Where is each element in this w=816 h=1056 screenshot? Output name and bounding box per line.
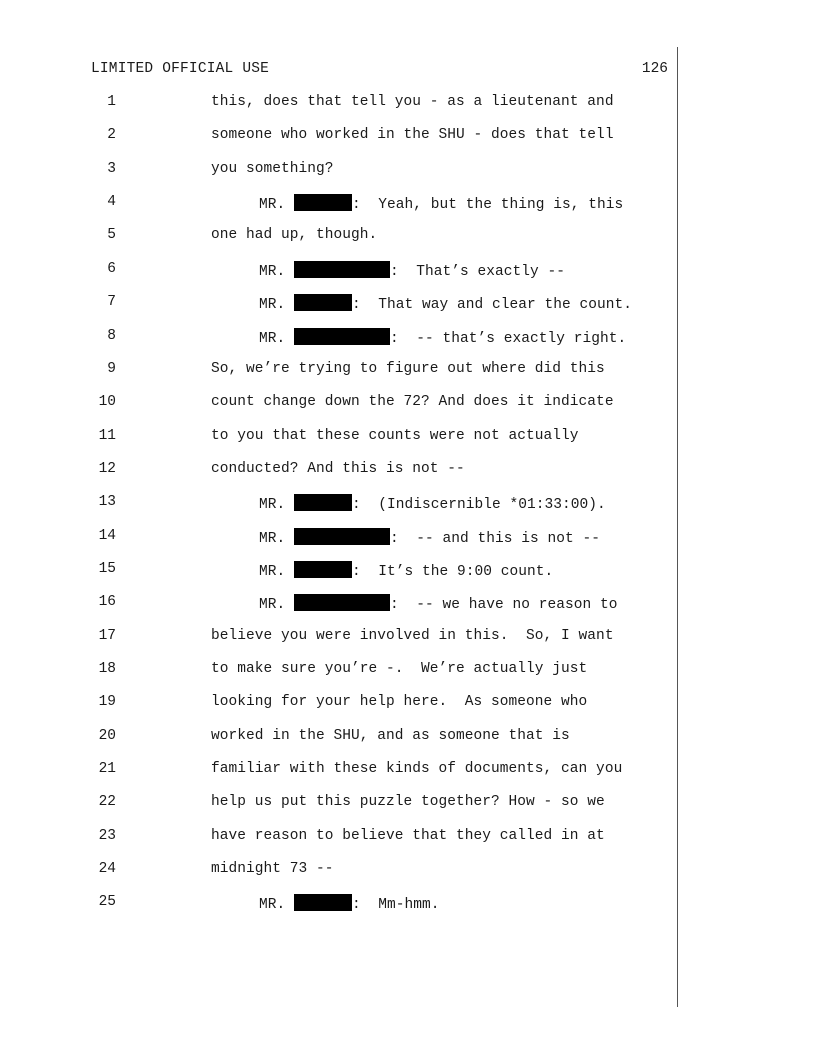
- line-text: midnight 73 --: [211, 861, 334, 878]
- speaker-label: MR.: [259, 197, 295, 214]
- speaker-label: MR.: [259, 330, 295, 347]
- classification-header: LIMITED OFFICIAL USE: [91, 61, 270, 77]
- line-number: 22: [98, 794, 116, 811]
- line-text: to make sure you’re -. We’re actually just: [211, 661, 588, 677]
- line-number: 4: [107, 194, 116, 211]
- line-number: 15: [98, 560, 116, 577]
- transcript-line: [0, 458, 816, 482]
- transcript-line: [0, 224, 816, 248]
- line-number: 20: [98, 727, 116, 744]
- transcript-line: [0, 891, 816, 915]
- line-number: 13: [98, 494, 116, 511]
- page-number: 126: [641, 61, 668, 77]
- speaker-line: [259, 494, 606, 513]
- redaction-bar: [294, 594, 390, 611]
- transcript-line: [0, 158, 816, 182]
- transcript-line: [0, 758, 816, 782]
- speaker-label: MR.: [259, 263, 295, 280]
- transcript-line: [0, 825, 816, 849]
- speech-text: : Yeah, but the thing is, this: [352, 197, 624, 214]
- redaction-bar: [294, 494, 352, 511]
- line-number: 24: [98, 861, 116, 878]
- line-number: 9: [107, 360, 116, 377]
- speaker-line: [259, 894, 440, 913]
- redaction-bar: [294, 894, 352, 911]
- line-text: worked in the SHU, and as someone that is: [211, 727, 570, 744]
- speaker-line: [259, 261, 565, 280]
- line-text: someone who worked in the SHU - does that tell: [211, 127, 614, 144]
- line-number: 12: [98, 460, 116, 477]
- transcript-line: [0, 591, 816, 615]
- line-number: 19: [98, 694, 116, 711]
- speech-text: : -- that’s exactly right.: [390, 330, 627, 347]
- line-number: 8: [107, 327, 116, 344]
- line-text: have reason to believe that they called in at: [211, 827, 605, 844]
- line-number: 16: [98, 594, 116, 611]
- line-text: one had up, though.: [211, 227, 378, 244]
- transcript-line: [0, 791, 816, 815]
- line-text: count change down the 72? And does it indicate: [211, 394, 614, 411]
- line-number: 10: [98, 394, 116, 411]
- line-number: 17: [98, 627, 116, 644]
- speaker-label: MR.: [259, 297, 295, 314]
- speaker-line: [259, 328, 626, 347]
- speech-text: : Mm-hmm.: [352, 897, 440, 914]
- transcript-line: [0, 258, 816, 282]
- transcript-line: [0, 725, 816, 749]
- transcript-line: [0, 325, 816, 349]
- speaker-line: [259, 528, 600, 547]
- transcript-line: [0, 425, 816, 449]
- redaction-bar: [294, 528, 390, 545]
- transcript-line: [0, 291, 816, 315]
- speech-text: : -- and this is not --: [390, 530, 601, 547]
- line-text: looking for your help here. As someone who: [211, 694, 588, 711]
- speaker-line: [259, 561, 553, 580]
- speaker-label: MR.: [259, 597, 295, 614]
- transcript-line: [0, 691, 816, 715]
- line-number: 25: [98, 894, 116, 911]
- speaker-label: MR.: [259, 897, 295, 914]
- redaction-bar: [294, 561, 352, 578]
- speech-text: : That way and clear the count.: [352, 297, 633, 314]
- speech-text: : It’s the 9:00 count.: [352, 563, 554, 580]
- line-number: 2: [107, 127, 116, 144]
- line-text: believe you were involved in this. So, I want: [211, 627, 614, 644]
- line-number: 11: [98, 427, 116, 444]
- speaker-line: [259, 594, 618, 613]
- transcript-line: [0, 625, 816, 649]
- speaker-line: [259, 194, 623, 213]
- transcript-line: [0, 558, 816, 582]
- transcript-line: [0, 91, 816, 115]
- line-number: 1: [107, 94, 116, 110]
- transcript-line: [0, 858, 816, 882]
- speech-text: : That’s exactly --: [390, 263, 566, 280]
- line-number: 6: [107, 260, 116, 277]
- redaction-bar: [294, 261, 390, 278]
- transcript-line: [0, 358, 816, 382]
- line-number: 5: [107, 227, 116, 244]
- speaker-label: MR.: [259, 497, 295, 514]
- transcript-line: [0, 525, 816, 549]
- transcript-line: [0, 391, 816, 415]
- redaction-bar: [294, 328, 390, 345]
- transcript-line: [0, 658, 816, 682]
- redaction-bar: [294, 294, 352, 311]
- line-number: 14: [98, 527, 116, 544]
- line-text: help us put this puzzle together? How - so we: [211, 794, 605, 811]
- line-number: 18: [98, 661, 116, 677]
- speech-text: : (Indiscernible *01:33:00).: [352, 497, 606, 514]
- speaker-line: [259, 294, 632, 313]
- line-text: familiar with these kinds of documents, can you: [211, 761, 623, 777]
- line-number: 21: [98, 761, 116, 777]
- redaction-bar: [294, 194, 352, 211]
- line-text: to you that these counts were not actually: [211, 427, 579, 444]
- line-number: 23: [98, 827, 116, 844]
- transcript-line: [0, 124, 816, 148]
- line-text: So, we’re trying to figure out where did this: [211, 360, 605, 377]
- speech-text: : -- we have no reason to: [390, 597, 618, 614]
- line-number: 7: [107, 294, 116, 311]
- speaker-label: MR.: [259, 563, 295, 580]
- line-text: conducted? And this is not --: [211, 460, 465, 477]
- transcript-line: [0, 491, 816, 515]
- line-text: you something?: [211, 160, 334, 177]
- transcript-line: [0, 191, 816, 215]
- line-text: this, does that tell you - as a lieutenant and: [211, 94, 614, 110]
- line-number: 3: [107, 160, 116, 177]
- speaker-label: MR.: [259, 530, 295, 547]
